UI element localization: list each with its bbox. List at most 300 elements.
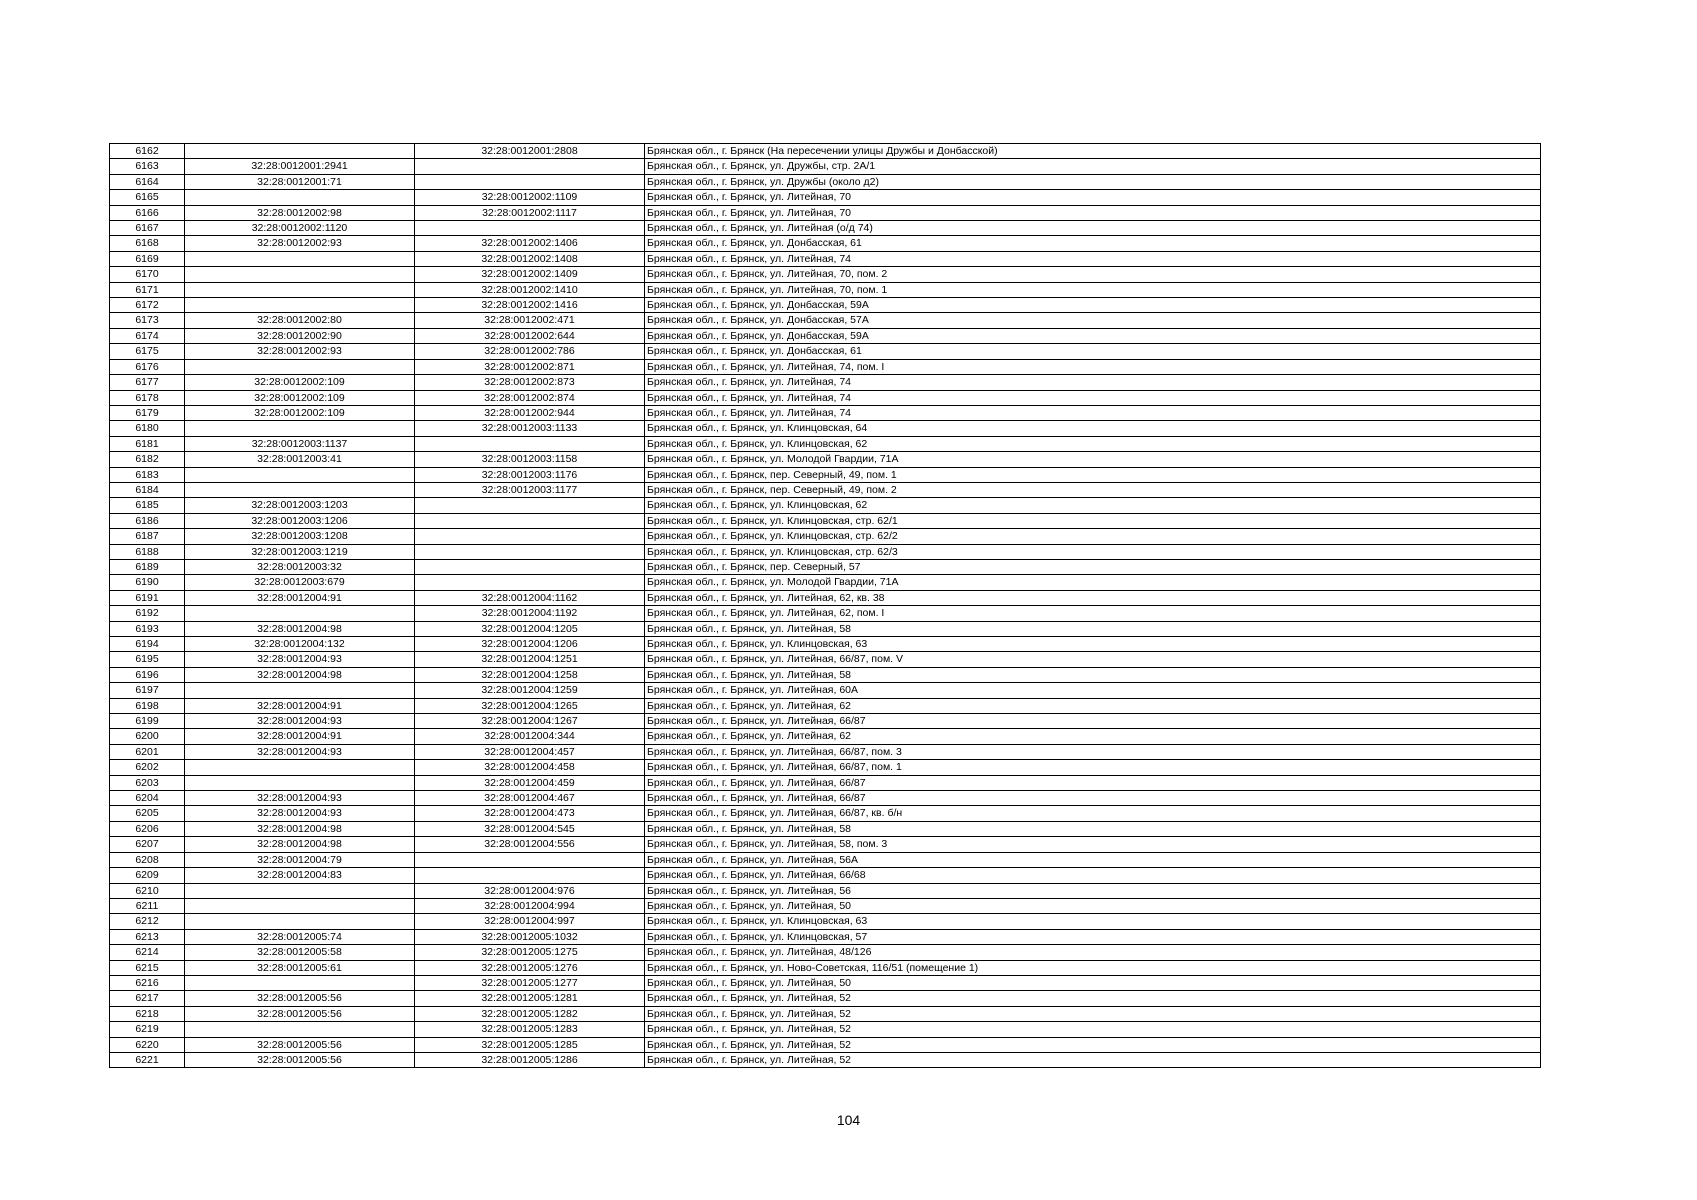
table-row — [110, 698, 1541, 713]
object-number-cell: 32:28:0012004:1251 — [415, 652, 645, 667]
row-number-cell: 6218 — [110, 1006, 185, 1021]
address-cell: Брянская обл., г. Брянск, ул. Клинцовская, стр. 62/2 — [645, 529, 1541, 544]
address-cell: Брянская обл., г. Брянск, ул. Донбасская, 61 — [645, 236, 1541, 251]
row-number-cell: 6165 — [110, 190, 185, 205]
parcel-number-cell — [185, 1022, 415, 1037]
table-row — [110, 637, 1541, 652]
object-number-cell — [415, 852, 645, 867]
parcel-number-cell: 32:28:0012002:90 — [185, 328, 415, 343]
table-row — [110, 960, 1541, 975]
parcel-number-cell — [185, 883, 415, 898]
parcel-number-cell: 32:28:0012003:32 — [185, 559, 415, 574]
row-number-cell: 6168 — [110, 236, 185, 251]
address-cell: Брянская обл., г. Брянск, ул. Литейная, 52 — [645, 1052, 1541, 1067]
parcel-number-cell — [185, 251, 415, 266]
parcel-number-cell: 32:28:0012001:2941 — [185, 159, 415, 174]
table-row — [110, 975, 1541, 990]
table-row — [110, 775, 1541, 790]
parcel-number-cell — [185, 482, 415, 497]
parcel-number-cell: 32:28:0012004:132 — [185, 637, 415, 652]
address-cell: Брянская обл., г. Брянск, ул. Литейная, 66/87, кв. б/н — [645, 806, 1541, 821]
parcel-number-cell: 32:28:0012002:93 — [185, 236, 415, 251]
address-cell: Брянская обл., г. Брянск, ул. Клинцовская, 63 — [645, 914, 1541, 929]
row-number-cell: 6215 — [110, 960, 185, 975]
address-cell: Брянская обл., г. Брянск, ул. Донбасская, 59А — [645, 298, 1541, 313]
table-row — [110, 914, 1541, 929]
table-row — [110, 421, 1541, 436]
parcel-number-cell — [185, 683, 415, 698]
address-cell: Брянская обл., г. Брянск, ул. Литейная, 74 — [645, 390, 1541, 405]
row-number-cell: 6206 — [110, 821, 185, 836]
table-row — [110, 405, 1541, 420]
address-cell: Брянская обл., г. Брянск, ул. Литейная, 52 — [645, 1037, 1541, 1052]
row-number-cell: 6212 — [110, 914, 185, 929]
row-number-cell: 6213 — [110, 929, 185, 944]
address-cell: Брянская обл., г. Брянск, ул. Литейная, 62 — [645, 729, 1541, 744]
address-cell: Брянская обл., г. Брянск, ул. Литейная, 58 — [645, 821, 1541, 836]
table-row — [110, 868, 1541, 883]
row-number-cell: 6180 — [110, 421, 185, 436]
row-number-cell: 6181 — [110, 436, 185, 451]
row-number-cell: 6217 — [110, 991, 185, 1006]
parcel-number-cell: 32:28:0012002:109 — [185, 405, 415, 420]
parcel-number-cell — [185, 914, 415, 929]
parcel-number-cell — [185, 898, 415, 913]
parcel-number-cell: 32:28:0012002:109 — [185, 375, 415, 390]
table-row — [110, 467, 1541, 482]
object-number-cell — [415, 174, 645, 189]
table-row — [110, 575, 1541, 590]
object-number-cell: 32:28:0012004:997 — [415, 914, 645, 929]
object-number-cell: 32:28:0012005:1283 — [415, 1022, 645, 1037]
row-number-cell: 6175 — [110, 344, 185, 359]
parcel-number-cell: 32:28:0012004:91 — [185, 698, 415, 713]
object-number-cell — [415, 868, 645, 883]
table-row — [110, 991, 1541, 1006]
object-number-cell: 32:28:0012004:994 — [415, 898, 645, 913]
row-number-cell: 6190 — [110, 575, 185, 590]
row-number-cell: 6208 — [110, 852, 185, 867]
address-cell: Брянская обл., г. Брянск, ул. Литейная, 58, пом. 3 — [645, 837, 1541, 852]
row-number-cell: 6162 — [110, 144, 185, 159]
row-number-cell: 6192 — [110, 606, 185, 621]
table-row — [110, 606, 1541, 621]
address-cell: Брянская обл., г. Брянск, ул. Литейная, 66/87 — [645, 775, 1541, 790]
address-cell: Брянская обл., г. Брянск, ул. Донбасская, 59А — [645, 328, 1541, 343]
object-number-cell: 32:28:0012005:1285 — [415, 1037, 645, 1052]
table-body — [110, 144, 1541, 1068]
object-number-cell: 32:28:0012002:1406 — [415, 236, 645, 251]
object-number-cell: 32:28:0012005:1032 — [415, 929, 645, 944]
table-row — [110, 929, 1541, 944]
parcel-number-cell: 32:28:0012002:93 — [185, 344, 415, 359]
row-number-cell: 6184 — [110, 482, 185, 497]
parcel-number-cell: 32:28:0012004:93 — [185, 714, 415, 729]
table-row — [110, 760, 1541, 775]
row-number-cell: 6176 — [110, 359, 185, 374]
address-cell: Брянская обл., г. Брянск, ул. Литейная, 66/87 — [645, 791, 1541, 806]
address-cell: Брянская обл., г. Брянск, ул. Клинцовская, 62 — [645, 498, 1541, 513]
object-number-cell — [415, 221, 645, 236]
address-cell: Брянская обл., г. Брянск, ул. Литейная, 74, пом. I — [645, 359, 1541, 374]
row-number-cell: 6199 — [110, 714, 185, 729]
table-row — [110, 729, 1541, 744]
address-cell: Брянская обл., г. Брянск, ул. Литейная (о/д 74) — [645, 221, 1541, 236]
address-cell: Брянская обл., г. Брянск, ул. Литейная, 74 — [645, 251, 1541, 266]
address-cell: Брянская обл., г. Брянск, ул. Клинцовская, 57 — [645, 929, 1541, 944]
table-row — [110, 359, 1541, 374]
object-number-cell: 32:28:0012004:1265 — [415, 698, 645, 713]
object-number-cell: 32:28:0012004:458 — [415, 760, 645, 775]
parcel-number-cell — [185, 282, 415, 297]
object-number-cell: 32:28:0012003:1177 — [415, 482, 645, 497]
object-number-cell: 32:28:0012004:1258 — [415, 667, 645, 682]
row-number-cell: 6204 — [110, 791, 185, 806]
table-row — [110, 390, 1541, 405]
object-number-cell — [415, 529, 645, 544]
parcel-number-cell — [185, 421, 415, 436]
row-number-cell: 6173 — [110, 313, 185, 328]
table-row — [110, 190, 1541, 205]
object-number-cell: 32:28:0012002:1410 — [415, 282, 645, 297]
table-row — [110, 159, 1541, 174]
parcel-number-cell: 32:28:0012005:74 — [185, 929, 415, 944]
row-number-cell: 6202 — [110, 760, 185, 775]
address-cell: Брянская обл., г. Брянск, ул. Литейная, 66/87, пом. V — [645, 652, 1541, 667]
parcel-number-cell: 32:28:0012002:1120 — [185, 221, 415, 236]
table-row — [110, 898, 1541, 913]
object-number-cell: 32:28:0012004:1162 — [415, 590, 645, 605]
parcel-number-cell: 32:28:0012005:56 — [185, 1052, 415, 1067]
object-number-cell: 32:28:0012005:1275 — [415, 945, 645, 960]
object-number-cell: 32:28:0012004:473 — [415, 806, 645, 821]
table-row — [110, 744, 1541, 759]
table-row — [110, 452, 1541, 467]
row-number-cell: 6164 — [110, 174, 185, 189]
parcel-number-cell — [185, 359, 415, 374]
object-number-cell: 32:28:0012002:1408 — [415, 251, 645, 266]
table-row — [110, 1052, 1541, 1067]
table-row — [110, 529, 1541, 544]
address-cell: Брянская обл., г. Брянск, ул. Клинцовская, стр. 62/3 — [645, 544, 1541, 559]
table-row — [110, 298, 1541, 313]
table-row — [110, 883, 1541, 898]
row-number-cell: 6185 — [110, 498, 185, 513]
table-row — [110, 621, 1541, 636]
object-number-cell: 32:28:0012004:556 — [415, 837, 645, 852]
row-number-cell: 6205 — [110, 806, 185, 821]
row-number-cell: 6171 — [110, 282, 185, 297]
row-number-cell: 6188 — [110, 544, 185, 559]
table-row — [110, 267, 1541, 282]
address-cell: Брянская обл., г. Брянск, ул. Литейная, 70 — [645, 205, 1541, 220]
address-cell: Брянская обл., г. Брянск, ул. Клинцовская, 64 — [645, 421, 1541, 436]
row-number-cell: 6201 — [110, 744, 185, 759]
table-row — [110, 498, 1541, 513]
table-row — [110, 945, 1541, 960]
row-number-cell: 6170 — [110, 267, 185, 282]
parcel-number-cell — [185, 760, 415, 775]
object-number-cell — [415, 498, 645, 513]
parcel-number-cell: 32:28:0012004:93 — [185, 744, 415, 759]
row-number-cell: 6177 — [110, 375, 185, 390]
parcel-number-cell: 32:28:0012004:79 — [185, 852, 415, 867]
row-number-cell: 6189 — [110, 559, 185, 574]
parcel-number-cell: 32:28:0012002:98 — [185, 205, 415, 220]
table-row — [110, 821, 1541, 836]
table-row — [110, 328, 1541, 343]
object-number-cell: 32:28:0012003:1133 — [415, 421, 645, 436]
object-number-cell: 32:28:0012004:1192 — [415, 606, 645, 621]
object-number-cell: 32:28:0012004:459 — [415, 775, 645, 790]
object-number-cell: 32:28:0012005:1281 — [415, 991, 645, 1006]
parcel-number-cell — [185, 467, 415, 482]
parcel-number-cell: 32:28:0012005:56 — [185, 1037, 415, 1052]
object-number-cell: 32:28:0012004:457 — [415, 744, 645, 759]
row-number-cell: 6169 — [110, 251, 185, 266]
parcel-number-cell: 32:28:0012004:93 — [185, 652, 415, 667]
address-cell: Брянская обл., г. Брянск, ул. Донбасская, 57А — [645, 313, 1541, 328]
row-number-cell: 6179 — [110, 405, 185, 420]
object-number-cell: 32:28:0012004:1267 — [415, 714, 645, 729]
address-cell: Брянская обл., г. Брянск, ул. Литейная, 52 — [645, 1006, 1541, 1021]
row-number-cell: 6216 — [110, 975, 185, 990]
parcel-number-cell: 32:28:0012003:1208 — [185, 529, 415, 544]
address-cell: Брянская обл., г. Брянск, пер. Северный, 49, пом. 1 — [645, 467, 1541, 482]
row-number-cell: 6200 — [110, 729, 185, 744]
object-number-cell: 32:28:0012003:1158 — [415, 452, 645, 467]
address-cell: Брянская обл., г. Брянск, ул. Литейная, 50 — [645, 975, 1541, 990]
object-number-cell: 32:28:0012005:1276 — [415, 960, 645, 975]
row-number-cell: 6220 — [110, 1037, 185, 1052]
address-cell: Брянская обл., г. Брянск, ул. Литейная, 52 — [645, 1022, 1541, 1037]
table-row — [110, 205, 1541, 220]
parcel-number-cell: 32:28:0012003:41 — [185, 452, 415, 467]
address-cell: Брянская обл., г. Брянск, ул. Литейная, 56 — [645, 883, 1541, 898]
object-number-cell: 32:28:0012002:1416 — [415, 298, 645, 313]
object-number-cell: 32:28:0012004:1206 — [415, 637, 645, 652]
object-number-cell — [415, 159, 645, 174]
object-number-cell: 32:28:0012005:1282 — [415, 1006, 645, 1021]
row-number-cell: 6203 — [110, 775, 185, 790]
address-cell: Брянская обл., г. Брянск, ул. Дружбы, стр. 2А/1 — [645, 159, 1541, 174]
row-number-cell: 6172 — [110, 298, 185, 313]
address-cell: Брянская обл., г. Брянск, ул. Литейная, 48/126 — [645, 945, 1541, 960]
table-row — [110, 590, 1541, 605]
address-cell: Брянская обл., г. Брянск, ул. Литейная, 58 — [645, 667, 1541, 682]
parcel-number-cell: 32:28:0012003:1219 — [185, 544, 415, 559]
table-row — [110, 144, 1541, 159]
parcel-number-cell: 32:28:0012005:58 — [185, 945, 415, 960]
parcel-number-cell: 32:28:0012003:1203 — [185, 498, 415, 513]
object-number-cell — [415, 436, 645, 451]
row-number-cell: 6193 — [110, 621, 185, 636]
row-number-cell: 6197 — [110, 683, 185, 698]
parcel-number-cell — [185, 775, 415, 790]
table-row — [110, 667, 1541, 682]
address-cell: Брянская обл., г. Брянск, пер. Северный, 57 — [645, 559, 1541, 574]
object-number-cell: 32:28:0012005:1277 — [415, 975, 645, 990]
address-cell: Брянская обл., г. Брянск, ул. Литейная, 66/87, пом. 3 — [645, 744, 1541, 759]
row-number-cell: 6221 — [110, 1052, 185, 1067]
table-row — [110, 344, 1541, 359]
table-row — [110, 852, 1541, 867]
document-table — [109, 143, 1541, 1068]
object-number-cell: 32:28:0012004:467 — [415, 791, 645, 806]
table-row — [110, 806, 1541, 821]
parcel-number-cell: 32:28:0012004:98 — [185, 667, 415, 682]
object-number-cell: 32:28:0012002:873 — [415, 375, 645, 390]
address-cell: Брянская обл., г. Брянск, ул. Литейная, 58 — [645, 621, 1541, 636]
address-cell: Брянская обл., г. Брянск, ул. Литейная, 70 — [645, 190, 1541, 205]
address-cell: Брянская обл., г. Брянск, ул. Клинцовская, стр. 62/1 — [645, 513, 1541, 528]
object-number-cell: 32:28:0012004:1205 — [415, 621, 645, 636]
table-row — [110, 375, 1541, 390]
parcel-number-cell: 32:28:0012004:91 — [185, 590, 415, 605]
object-number-cell: 32:28:0012004:545 — [415, 821, 645, 836]
row-number-cell: 6182 — [110, 452, 185, 467]
row-number-cell: 6166 — [110, 205, 185, 220]
address-cell: Брянская обл., г. Брянск, ул. Литейная, 62 — [645, 698, 1541, 713]
row-number-cell: 6186 — [110, 513, 185, 528]
address-cell: Брянская обл., г. Брянск, ул. Молодой Гвардии, 71А — [645, 452, 1541, 467]
object-number-cell: 32:28:0012002:1409 — [415, 267, 645, 282]
object-number-cell: 32:28:0012002:644 — [415, 328, 645, 343]
table-row — [110, 313, 1541, 328]
table-row — [110, 236, 1541, 251]
parcel-number-cell: 32:28:0012004:83 — [185, 868, 415, 883]
object-number-cell: 32:28:0012001:2808 — [415, 144, 645, 159]
row-number-cell: 6209 — [110, 868, 185, 883]
parcel-number-cell — [185, 606, 415, 621]
row-number-cell: 6214 — [110, 945, 185, 960]
parcel-number-cell: 32:28:0012005:56 — [185, 1006, 415, 1021]
address-cell: Брянская обл., г. Брянск, ул. Клинцовская, 63 — [645, 637, 1541, 652]
address-cell: Брянская обл., г. Брянск, ул. Молодой Гвардии, 71А — [645, 575, 1541, 590]
address-cell: Брянская обл., г. Брянск, ул. Литейная, 56А — [645, 852, 1541, 867]
parcel-number-cell: 32:28:0012004:98 — [185, 821, 415, 836]
row-number-cell: 6163 — [110, 159, 185, 174]
table-row — [110, 683, 1541, 698]
object-number-cell: 32:28:0012002:944 — [415, 405, 645, 420]
table-row — [110, 174, 1541, 189]
parcel-number-cell: 32:28:0012001:71 — [185, 174, 415, 189]
row-number-cell: 6210 — [110, 883, 185, 898]
table-row — [110, 251, 1541, 266]
row-number-cell: 6191 — [110, 590, 185, 605]
row-number-cell: 6219 — [110, 1022, 185, 1037]
parcel-number-cell: 32:28:0012004:93 — [185, 791, 415, 806]
row-number-cell: 6187 — [110, 529, 185, 544]
parcel-number-cell: 32:28:0012002:80 — [185, 313, 415, 328]
row-number-cell: 6196 — [110, 667, 185, 682]
object-number-cell: 32:28:0012004:976 — [415, 883, 645, 898]
address-cell: Брянская обл., г. Брянск, ул. Литейная, 74 — [645, 405, 1541, 420]
address-cell: Брянская обл., г. Брянск, пер. Северный, 49, пом. 2 — [645, 482, 1541, 497]
parcel-number-cell — [185, 267, 415, 282]
table-row — [110, 837, 1541, 852]
row-number-cell: 6195 — [110, 652, 185, 667]
object-number-cell: 32:28:0012002:1117 — [415, 205, 645, 220]
table-row — [110, 1022, 1541, 1037]
parcel-number-cell: 32:28:0012003:1206 — [185, 513, 415, 528]
table-row — [110, 714, 1541, 729]
parcel-number-cell — [185, 975, 415, 990]
address-cell: Брянская обл., г. Брянск, ул. Литейная, 74 — [645, 375, 1541, 390]
parcel-number-cell — [185, 144, 415, 159]
object-number-cell — [415, 544, 645, 559]
row-number-cell: 6198 — [110, 698, 185, 713]
object-number-cell: 32:28:0012004:344 — [415, 729, 645, 744]
address-cell: Брянская обл., г. Брянск, ул. Литейная, 60А — [645, 683, 1541, 698]
address-cell: Брянская обл., г. Брянск (На пересечении улицы Дружбы и Донбасской) — [645, 144, 1541, 159]
address-cell: Брянская обл., г. Брянск, ул. Клинцовская, 62 — [645, 436, 1541, 451]
parcel-number-cell: 32:28:0012005:61 — [185, 960, 415, 975]
address-cell: Брянская обл., г. Брянск, ул. Литейная, 70, пом. 1 — [645, 282, 1541, 297]
object-number-cell: 32:28:0012002:471 — [415, 313, 645, 328]
object-number-cell: 32:28:0012002:871 — [415, 359, 645, 374]
address-cell: Брянская обл., г. Брянск, ул. Литейная, 66/87 — [645, 714, 1541, 729]
table-row — [110, 221, 1541, 236]
table-row — [110, 513, 1541, 528]
address-cell: Брянская обл., г. Брянск, ул. Литейная, 52 — [645, 991, 1541, 1006]
address-cell: Брянская обл., г. Брянск, ул. Ново-Советская, 116/51 (помещение 1) — [645, 960, 1541, 975]
object-number-cell — [415, 575, 645, 590]
page-number: 104 — [836, 1112, 861, 1128]
parcel-number-cell — [185, 298, 415, 313]
parcel-number-cell — [185, 190, 415, 205]
object-number-cell: 32:28:0012002:1109 — [415, 190, 645, 205]
parcel-number-cell: 32:28:0012003:679 — [185, 575, 415, 590]
row-number-cell: 6178 — [110, 390, 185, 405]
row-number-cell: 6183 — [110, 467, 185, 482]
parcel-number-cell: 32:28:0012003:1137 — [185, 436, 415, 451]
address-cell: Брянская обл., г. Брянск, ул. Литейная, 66/68 — [645, 868, 1541, 883]
table-row — [110, 791, 1541, 806]
object-number-cell — [415, 513, 645, 528]
parcel-number-cell: 32:28:0012004:91 — [185, 729, 415, 744]
table-row — [110, 652, 1541, 667]
address-cell: Брянская обл., г. Брянск, ул. Дружбы (около д2) — [645, 174, 1541, 189]
address-cell: Брянская обл., г. Брянск, ул. Литейная, 70, пом. 2 — [645, 267, 1541, 282]
row-number-cell: 6211 — [110, 898, 185, 913]
parcel-number-cell: 32:28:0012004:98 — [185, 621, 415, 636]
table-row — [110, 282, 1541, 297]
object-number-cell: 32:28:0012002:786 — [415, 344, 645, 359]
address-cell: Брянская обл., г. Брянск, ул. Литейная, 50 — [645, 898, 1541, 913]
parcel-number-cell: 32:28:0012002:109 — [185, 390, 415, 405]
table-row — [110, 544, 1541, 559]
table-row — [110, 482, 1541, 497]
address-cell: Брянская обл., г. Брянск, ул. Литейная, 62, пом. I — [645, 606, 1541, 621]
object-number-cell: 32:28:0012005:1286 — [415, 1052, 645, 1067]
object-number-cell: 32:28:0012003:1176 — [415, 467, 645, 482]
table-row — [110, 1037, 1541, 1052]
row-number-cell: 6167 — [110, 221, 185, 236]
address-cell: Брянская обл., г. Брянск, ул. Литейная, 62, кв. 38 — [645, 590, 1541, 605]
row-number-cell: 6194 — [110, 637, 185, 652]
address-cell: Брянская обл., г. Брянск, ул. Донбасская, 61 — [645, 344, 1541, 359]
table-row — [110, 436, 1541, 451]
row-number-cell: 6174 — [110, 328, 185, 343]
parcel-number-cell: 32:28:0012005:56 — [185, 991, 415, 1006]
object-number-cell — [415, 559, 645, 574]
table-row — [110, 559, 1541, 574]
parcel-number-cell: 32:28:0012004:93 — [185, 806, 415, 821]
parcel-number-cell: 32:28:0012004:98 — [185, 837, 415, 852]
object-number-cell: 32:28:0012004:1259 — [415, 683, 645, 698]
table-row — [110, 1006, 1541, 1021]
